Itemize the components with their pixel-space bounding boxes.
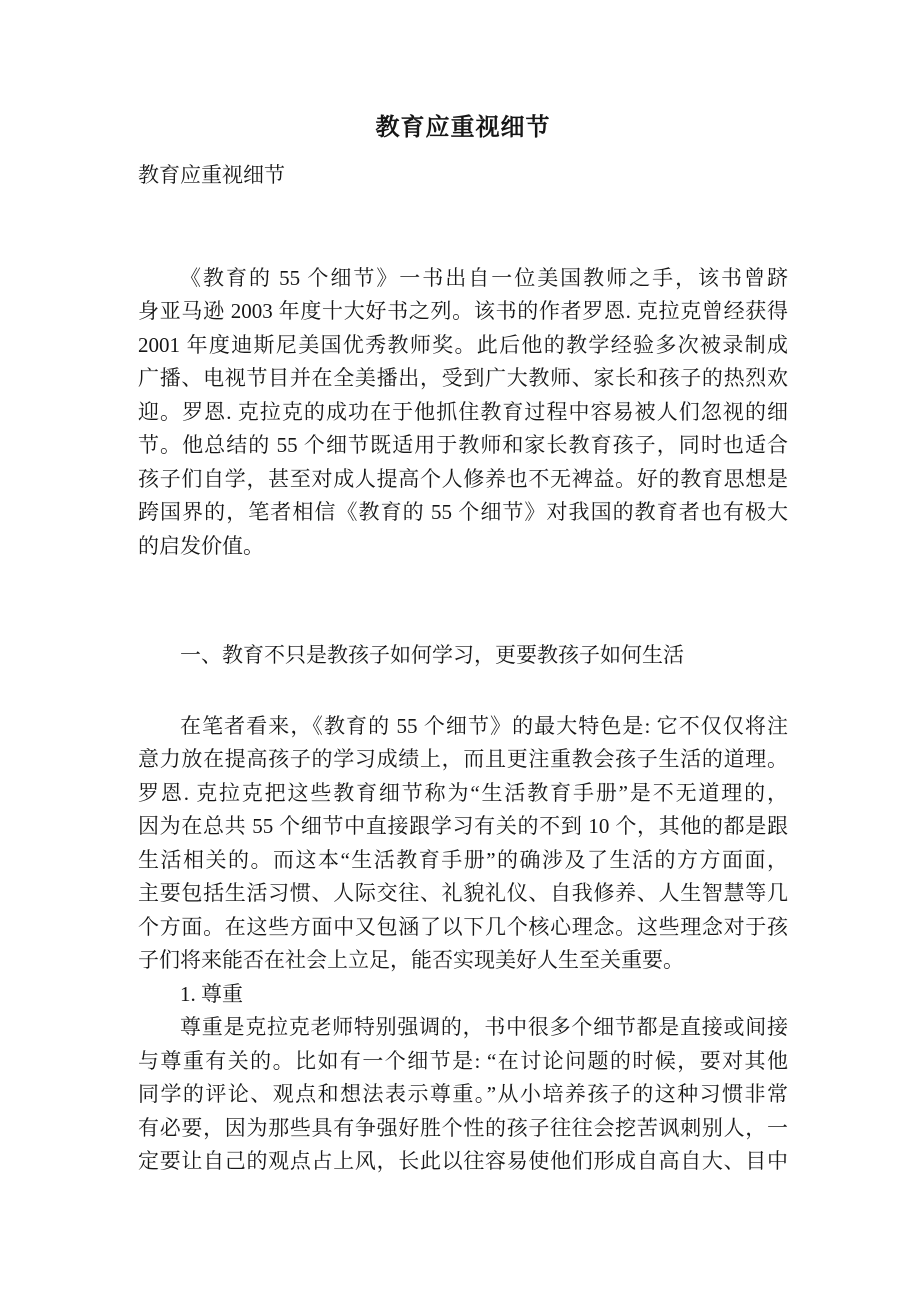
text-line: 尊重是克拉克老师特别强调的，书中很多个细节都是直接或间接	[180, 1015, 788, 1039]
spacer	[138, 193, 788, 262]
paragraph	[138, 1011, 788, 1179]
spacer	[138, 673, 788, 710]
text-line: 一、教育不只是教孩子如何学习，更要教孩子如何生活	[180, 643, 684, 667]
text-line: 身亚马逊 2003 年度十大好书之列。该书的作者罗恩. 克拉克曾经获得	[138, 299, 788, 323]
text-line: 节。他总结的 55 个细节既适用于教师和家长教育孩子，同时也适合	[138, 433, 788, 457]
text-line: 主要包括生活习惯、人际交往、礼貌礼仪、自我修养、人生智慧等几	[138, 881, 788, 905]
text-line: 1. 尊重	[180, 981, 243, 1006]
text-line: 有必要，因为那些具有争强好胜个性的孩子往往会挖苦讽刺别人，一	[138, 1115, 788, 1140]
text-line: 2001 年度迪斯尼美国优秀教师奖。此后他的教学经验多次被录制成	[138, 332, 788, 357]
paragraph	[138, 159, 788, 193]
text-line: 同学的评论、观点和想法表示尊重。”从小培养孩子的这种习惯非常	[138, 1082, 788, 1106]
text-line: 《教育的 55 个细节》一书出自一位美国教师之手，该书曾跻	[180, 265, 788, 290]
text-line: 教育应重视细节	[138, 163, 285, 187]
document-content	[138, 0, 788, 1179]
text-line: 因为在总共 55 个细节中直接跟学习有关的不到 10 个，其他的都是跟	[138, 814, 788, 838]
text-line: 的启发价值。	[138, 533, 264, 558]
text-line: 意力放在提高孩子的学习成绩上，而且更注重教会孩子生活的道理。	[138, 747, 788, 771]
text-line: 罗恩. 克拉克把这些教育细节称为“生活教育手册”是不无道理的，	[138, 780, 788, 805]
paragraph	[138, 262, 788, 564]
paragraph	[138, 978, 788, 1012]
text-line: 跨国界的，笔者相信《教育的 55 个细节》对我国的教育者也有极大	[138, 500, 788, 524]
text-line: 孩子们自学，甚至对成人提高个人修养也不无裨益。好的教育思想是	[138, 466, 788, 491]
text-line: 与尊重有关的。比如有一个细节是: “在讨论问题的时候，要对其他	[138, 1048, 788, 1073]
text-line: 迎。罗恩. 克拉克的成功在于他抓住教育过程中容易被人们忽视的细	[138, 399, 788, 424]
text-line: 广播、电视节目并在全美播出，受到广大教师、家长和孩子的热烈欢	[138, 366, 788, 390]
text-line: 生活相关的。而这本“生活教育手册”的确涉及了生活的方方面面，	[138, 847, 788, 872]
spacer	[138, 563, 788, 639]
page-title: 教育应重视细节	[375, 115, 551, 141]
text-line: 子们将来能否在社会上立足，能否实现美好人生至关重要。	[138, 948, 684, 972]
text-line: 个方面。在这些方面中又包涵了以下几个核心理念。这些理念对于孩	[138, 914, 788, 939]
paragraph	[138, 639, 788, 673]
text-line: 定要让自己的观点占上风，长此以往容易使他们形成自高自大、目中	[138, 1149, 788, 1173]
text-line: 在笔者看来，《教育的 55 个细节》的最大特色是: 它不仅仅将注	[180, 713, 788, 738]
paragraph	[138, 710, 788, 978]
